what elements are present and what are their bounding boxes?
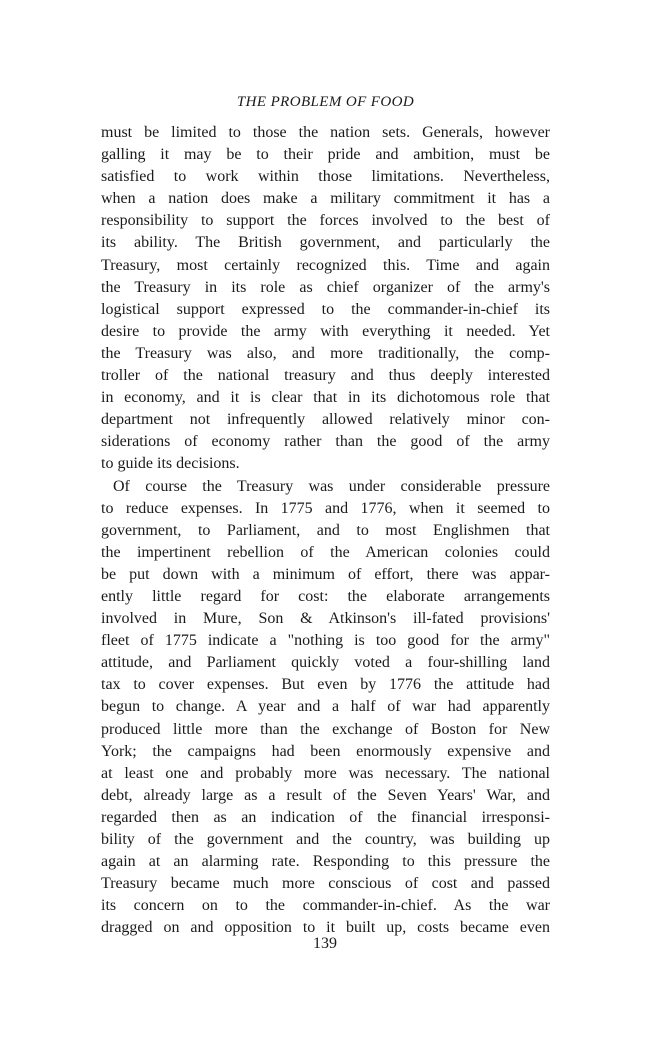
text-line: bility of the government and the country, was building up (101, 831, 550, 848)
text-line: desire to provide the army with everything it needed. Yet (101, 322, 550, 340)
text-line: siderations of economy rather than the good of the army (101, 433, 550, 451)
text-line: be put down with a minimum of effort, there was appar- (101, 565, 550, 583)
text-line: produced little more than the exchange of Boston for New (101, 720, 550, 738)
text-line: again at an alarming rate. Responding to this pressure the (101, 853, 550, 871)
text-line: fleet of 1775 indicate a "nothing is too good for the army" (101, 632, 550, 650)
text-line: logistical support expressed to the commander-in-chief its (101, 300, 550, 318)
text-line: government, to Parliament, and to most Englishmen that (101, 521, 550, 539)
text-line: to reduce expenses. In 1775 and 1776, when it seemed to (101, 499, 550, 517)
paragraph (101, 122, 550, 476)
text-line: begun to change. A year and a half of war had apparently (101, 698, 550, 716)
text-line: its concern on to the commander-in-chief. As the war (101, 897, 550, 915)
text-line: troller of the national treasury and thus deeply interested (101, 367, 550, 385)
text-line: galling it may be to their pride and ambition, must be (101, 146, 550, 164)
text-line: Treasury became much more conscious of cost and passed (101, 875, 550, 893)
text-line: York; the campaigns had been enormously expensive and (101, 742, 550, 760)
text-line: dragged on and opposition to it built up, costs became even (101, 919, 550, 937)
text-line: department not infrequently allowed relatively minor con- (101, 411, 550, 429)
text-line: responsibility to support the forces involved to the best of (101, 212, 550, 230)
text-line: to guide its decisions. (101, 455, 240, 473)
text-line: ently little regard for cost: the elaborate arrangements (101, 587, 550, 605)
text-line: regarded then as an indication of the financial irresponsi- (101, 808, 550, 826)
text-line: the impertinent rebellion of the American colonies could (101, 543, 550, 561)
text-line: debt, already large as a result of the Seven Years' War, and (101, 786, 550, 804)
text-line: involved in Mure, Son & Atkinson's ill-fated provisions' (101, 610, 550, 628)
text-line: in economy, and it is clear that in its dichotomous role that (101, 389, 550, 407)
text-line: Of course the Treasury was under considerable pressure (113, 477, 550, 495)
running-head: THE PROBLEM OF FOOD (236, 94, 415, 110)
text-line: when a nation does make a military commitment it has a (101, 190, 550, 208)
book-page (101, 88, 550, 939)
text-line: at least one and probably more was necessary. The national (101, 764, 550, 782)
body-text (101, 122, 550, 939)
text-line: Treasury, most certainly recognized this. Time and again (101, 256, 550, 274)
text-line: the Treasury in its role as chief organizer of the army's (101, 278, 550, 296)
text-line: attitude, and Parliament quickly voted a four-shilling land (101, 654, 550, 672)
text-line: satisfied to work within those limitations. Nevertheless, (101, 168, 550, 186)
paragraph (101, 476, 550, 940)
text-line: the Treasury was also, and more traditionally, the comp- (101, 344, 550, 362)
text-line: must be limited to those the nation sets. Generals, however (101, 124, 550, 141)
page-number: 139 (313, 935, 337, 952)
text-line: its ability. The British government, and particularly the (101, 234, 550, 252)
text-line: tax to cover expenses. But even by 1776 the attitude had (101, 676, 550, 694)
